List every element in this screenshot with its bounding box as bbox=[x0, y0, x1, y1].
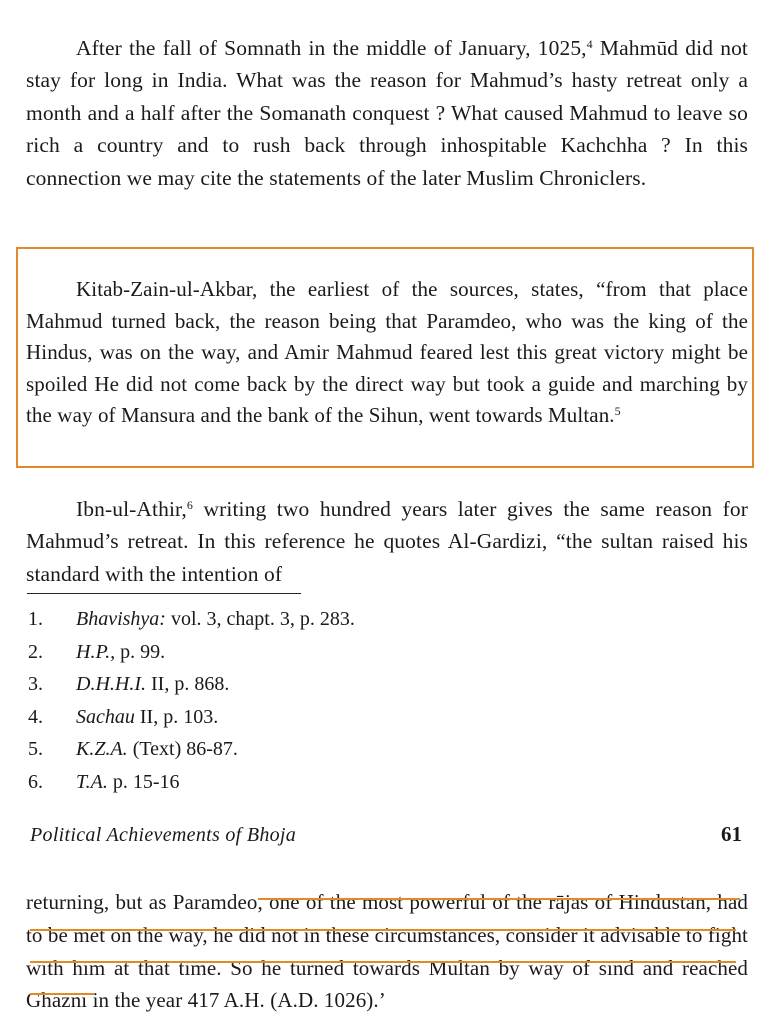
footnote-source: Bhavishya: bbox=[76, 608, 166, 630]
footnote-number: 5. bbox=[28, 738, 43, 761]
footnote-item bbox=[28, 668, 528, 701]
paragraph-kitab-zain-ul-akbar bbox=[26, 274, 748, 432]
footnote-item bbox=[28, 733, 528, 766]
running-head bbox=[30, 822, 742, 847]
footnote-detail: II, p. 103. bbox=[134, 705, 219, 728]
underline-highlight bbox=[258, 898, 740, 900]
paragraph-somnath-retreat bbox=[26, 32, 748, 195]
footnote-detail: vol. 3, chapt. 3, p. 283. bbox=[165, 608, 355, 630]
footnote-detail: II, p. 868. bbox=[146, 673, 230, 696]
footnote-source: H.P., bbox=[76, 640, 116, 663]
footnote-source: Sachau bbox=[76, 705, 135, 728]
footnote-number: 2. bbox=[28, 640, 43, 663]
footnote-number: 3. bbox=[28, 673, 43, 696]
p3-text-b: writing two hundred years later gives the same reason for Mahmud’s retreat. In this reference he quotes Al-Gardizi, “the sultan raised his standard with the intention of bbox=[26, 496, 748, 586]
footnote-item bbox=[28, 603, 528, 636]
p2-text-a: Kitab-Zain-ul-Akbar, the earliest of the sources, states, “from that place Mahmud turned back, the reason being that Paramdeo, who was the king of the Hindus, was on the way, and Amir Mahmud feared lest this great victory might be spoiled He did not come back by the direct way but took a guide and marching by the way of Mansura and the bank of the Sihun, went towards Multan. bbox=[26, 277, 748, 427]
paragraph-ibn-ul-athir bbox=[26, 493, 748, 591]
footnote-detail: (Text) 86-87. bbox=[127, 738, 238, 761]
p1-text-b: Mahmūd did not stay for long in India. What was the reason for Mahmud’s hasty retreat only a month and a half after the Somanath conquest ? What caused Mahmud to leave so rich a country and to rush back through inhospitable Kachchha ? In this connection we may cite the statements of the later Muslim Chroniclers. bbox=[26, 35, 748, 190]
p3-text-a: Ibn-ul-Athir, bbox=[76, 496, 187, 521]
footnote-item bbox=[28, 636, 528, 669]
footnote-item bbox=[28, 766, 528, 799]
footnote-number: 1. bbox=[28, 608, 43, 630]
footnote-detail: p. 99. bbox=[115, 640, 166, 663]
paragraph-gardizi-continued: returning, but as Paramdeo, one of the most powerful of the rājas of Hindustan, had to be met on the way, he did not in these circumstances, consider it advisable to fight with him at that time. So he turned towards Multan by way of sind and reached Ghazni in the year 417 A.H. (A.D. 1026).’ bbox=[26, 890, 748, 1013]
underline-highlight bbox=[30, 993, 94, 995]
footnote-number: 4. bbox=[28, 705, 43, 728]
page-number: 61 bbox=[721, 822, 742, 846]
footnote-source: D.H.H.I. bbox=[76, 673, 146, 696]
footnote-ref-6: 6 bbox=[186, 497, 194, 512]
running-head-title: Political Achievements of Bhoja bbox=[30, 824, 297, 846]
underline-highlight bbox=[30, 961, 736, 963]
footnote-source: T.A. bbox=[76, 770, 108, 793]
underline-highlight bbox=[30, 929, 736, 931]
footnote-source: K.Z.A. bbox=[76, 738, 128, 761]
p1-text-a: After the fall of Somnath in the middle of January, 1025, bbox=[76, 35, 587, 60]
footnote-list bbox=[28, 603, 528, 799]
footnote-detail: p. 15-16 bbox=[107, 770, 180, 793]
footnote-ref-4: 4 bbox=[586, 36, 593, 51]
footnote-ref-5: 5 bbox=[614, 404, 621, 418]
footnote-number: 6. bbox=[28, 770, 43, 793]
footnote-rule bbox=[27, 593, 301, 594]
footnote-item bbox=[28, 701, 528, 734]
